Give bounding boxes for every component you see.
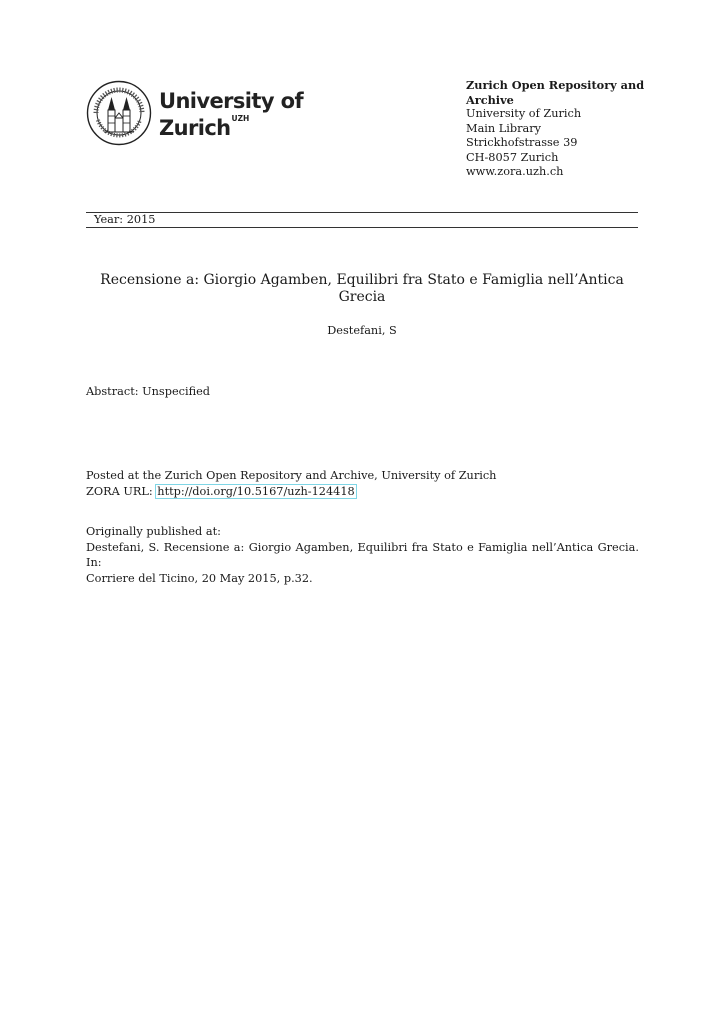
zora-url-line bbox=[86, 484, 496, 500]
citation-line1: Destefani, S. Recensione a: Giorgio Agamben, Equilibri fra Stato e Famiglia nell’Antica Grecia. In: bbox=[86, 540, 639, 569]
university-seal-icon bbox=[86, 80, 152, 146]
original-publication bbox=[86, 524, 639, 586]
university-name bbox=[159, 89, 303, 140]
year-label: Year: 2015 bbox=[94, 213, 156, 226]
university-logo bbox=[86, 80, 306, 148]
citation-line2: Corriere del Ticino, 20 May 2015, p.32. bbox=[86, 571, 313, 585]
repository-name-line2: Archive bbox=[466, 92, 514, 107]
university-name-zurich: Zurich bbox=[159, 116, 231, 140]
posted-at-line: Posted at the Zurich Open Repository and Archive, University of Zurich bbox=[86, 469, 497, 482]
university-name-line1: University of bbox=[159, 89, 303, 113]
originally-published-heading: Originally published at: bbox=[86, 525, 221, 538]
address-line: Main Library bbox=[466, 121, 542, 135]
zora-url-link[interactable]: http://doi.org/10.5167/uzh-124418 bbox=[157, 484, 355, 498]
article-title bbox=[86, 272, 638, 306]
university-name-line2 bbox=[159, 113, 303, 140]
article-author: Destefani, S bbox=[327, 324, 397, 337]
top-divider bbox=[86, 212, 638, 213]
address-line: University of Zurich bbox=[466, 107, 582, 120]
university-name-suffix: UZH bbox=[231, 114, 250, 123]
article-title-line2: Grecia bbox=[338, 289, 386, 305]
repository-address bbox=[466, 78, 656, 180]
zora-url-label: ZORA URL: bbox=[86, 484, 157, 498]
posting-info bbox=[86, 468, 496, 499]
abstract: Abstract: Unspecified bbox=[86, 385, 211, 398]
address-line: CH-8057 Zurich bbox=[466, 150, 559, 164]
repository-name-line1: Zurich Open Repository and bbox=[466, 78, 645, 92]
article-title-line1: Recensione a: Giorgio Agamben, Equilibri fra Stato e Famiglia nell’Antica bbox=[100, 272, 624, 288]
bottom-divider bbox=[86, 227, 638, 228]
website-line: www.zora.uzh.ch bbox=[466, 165, 564, 178]
address-line: Strickhofstrasse 39 bbox=[466, 136, 578, 149]
